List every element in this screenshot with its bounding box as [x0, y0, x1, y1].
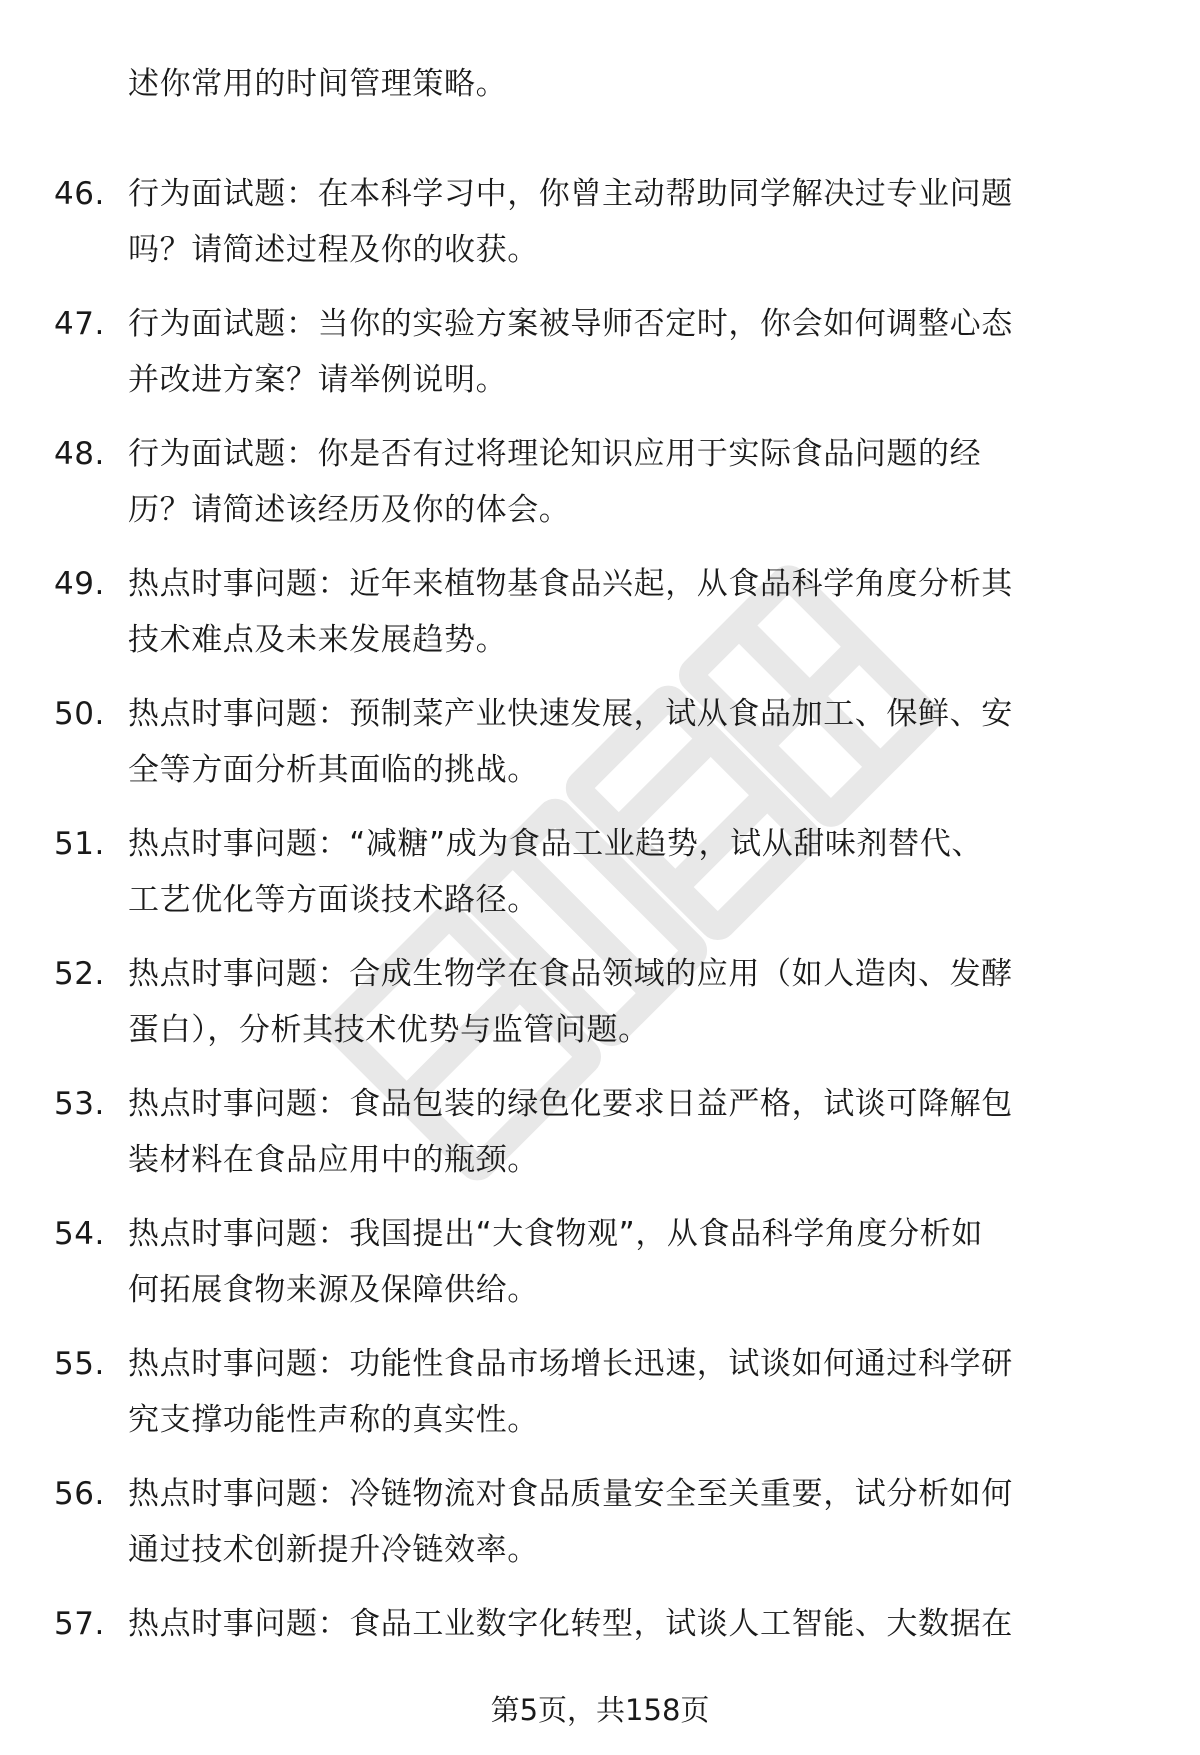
list-item [54, 1336, 1154, 1466]
question-text: 热点时事问题：功能性食品市场增长迅速，试谈如何通过科学研 究支撑功能性声称的真实性。 [128, 1346, 1013, 1438]
question-text: 热点时事问题：合成生物学在食品领域的应用（如人造肉、发酵 蛋白），分析其技术优势与监管问题。 [128, 956, 1013, 1048]
list-item [54, 1076, 1154, 1206]
list-item [54, 1206, 1154, 1336]
list-item [54, 816, 1154, 946]
question-text: 热点时事问题：“减糖”成为食品工业趋势，试从甜味剂替代、 工艺优化等方面谈技术路径。 [128, 826, 983, 918]
question-number: 56. [54, 1476, 105, 1512]
list-item [54, 556, 1154, 686]
question-number: 47. [54, 306, 105, 342]
question-text: 热点时事问题：预制菜产业快速发展，试从食品加工、保鲜、安 全等方面分析其面临的挑战。 [128, 696, 1013, 788]
question-number: 54. [54, 1216, 105, 1252]
page-footer: 第5页，共158页 [490, 1693, 710, 1727]
question-text: 热点时事问题：近年来植物基食品兴起，从食品科学角度分析其 技术难点及未来发展趋势。 [128, 566, 1013, 658]
question-number: 53. [54, 1086, 105, 1122]
question-number: 52. [54, 956, 105, 992]
question-text: 述你常用的时间管理策略。 [128, 66, 508, 102]
question-text: 热点时事问题：我国提出“大食物观”，从食品科学角度分析如 何拓展食物来源及保障供给。 [128, 1216, 983, 1308]
question-number: 46. [54, 176, 105, 212]
question-text: 行为面试题：当你的实验方案被导师否定时，你会如何调整心态 并改进方案？请举例说明。 [128, 306, 1013, 398]
question-number: 50. [54, 696, 105, 732]
question-number: 49. [54, 566, 105, 602]
list-item [54, 1466, 1154, 1596]
question-number: 55. [54, 1346, 105, 1382]
question-number: 57. [54, 1606, 105, 1642]
question-number: 48. [54, 436, 105, 472]
question-text: 热点时事问题：食品工业数字化转型，试谈人工智能、大数据在 [128, 1606, 1013, 1642]
question-text: 热点时事问题：食品包装的绿色化要求日益严格，试谈可降解包 装材料在食品应用中的瓶颈。 [128, 1086, 1013, 1178]
question-number: 51. [54, 826, 105, 862]
question-list [54, 56, 1154, 1726]
list-item-continuation [54, 56, 1154, 166]
list-item [54, 166, 1154, 296]
list-item [54, 946, 1154, 1076]
question-text: 行为面试题：在本科学习中，你曾主动帮助同学解决过专业问题 吗？请简述过程及你的收获。 [128, 176, 1013, 268]
question-text: 热点时事问题：冷链物流对食品质量安全至关重要，试分析如何 通过技术创新提升冷链效率。 [128, 1476, 1013, 1568]
question-text: 行为面试题：你是否有过将理论知识应用于实际食品问题的经 历？请简述该经历及你的体会。 [128, 436, 982, 528]
list-item [54, 686, 1154, 816]
list-item [54, 426, 1154, 556]
list-item [54, 296, 1154, 426]
